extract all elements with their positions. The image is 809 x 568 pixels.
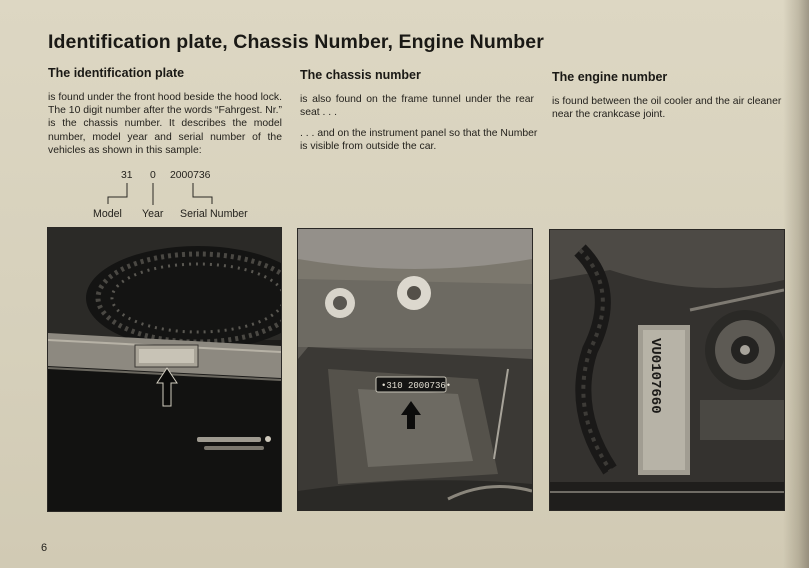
- page-number: 6: [41, 542, 48, 554]
- frame-tunnel-illustration: [298, 229, 532, 510]
- book-spine-shadow: [783, 0, 809, 568]
- photo-front-hood: [47, 227, 282, 512]
- engine-illustration: [550, 230, 784, 510]
- label-year: Year: [142, 208, 164, 220]
- sample-year-code: 0: [150, 170, 156, 181]
- front-hood-illustration: [48, 228, 281, 511]
- sample-connector-lines: [0, 0, 300, 230]
- identification-plate-text: is found under the front hood beside the hood lock. The 10 digit number after the words “Fahrgest. Nr.” is the chassis number. It describes the model number, model year and serial number of the vehicles as shown in this sample:: [48, 92, 282, 156]
- chassis-number-heading: The chassis number: [300, 68, 421, 82]
- sample-serial-code: 2000736: [170, 170, 211, 181]
- engine-number-heading: The engine number: [552, 70, 668, 84]
- chassis-number-text: is also found on the frame tunnel under the rear seat . . .: [300, 94, 534, 119]
- label-model: Model: [93, 208, 122, 220]
- photo-frame-tunnel: [297, 228, 533, 511]
- identification-plate-heading: The identification plate: [48, 66, 185, 80]
- sample-model-code: 31: [121, 170, 133, 181]
- chassis-number-text-2: . . . and on the instrument panel so that the Number is visible from outside the car.: [300, 128, 538, 153]
- page-title: Identification plate, Chassis Number, Engine Number: [48, 31, 544, 53]
- engine-number-stamp: VU0107660: [647, 338, 663, 414]
- chassis-plate-stamp: •310 2000736•: [381, 381, 452, 391]
- photo-engine-compartment: [549, 229, 785, 511]
- engine-number-text: is found between the oil cooler and the air cleaner near the crankcase joint.: [552, 96, 782, 121]
- label-serial-number: Serial Number: [180, 208, 248, 220]
